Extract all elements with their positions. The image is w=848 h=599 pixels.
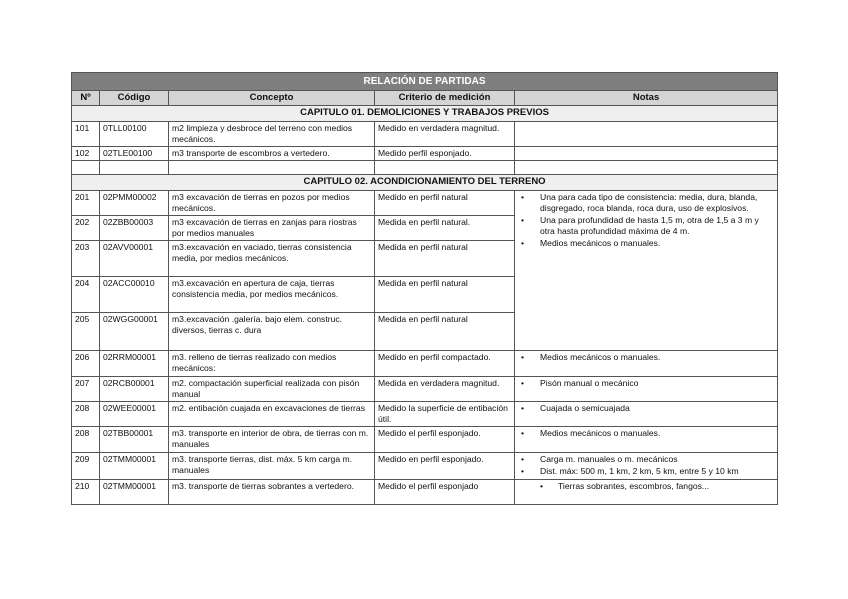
table-row — [72, 479, 778, 504]
partidas-table — [71, 72, 778, 505]
cell-concepto: m3. transporte tierras, dist. máx. 5 km carga m. manuales — [169, 452, 375, 479]
cell-concepto: m3.excavación en vaciado, tierras consistencia media, por medios mecánicos. — [169, 241, 375, 277]
table-row — [72, 147, 778, 161]
cell-notas — [515, 147, 778, 161]
cell-n: 208 — [72, 401, 100, 426]
cell-codigo: 02AVV00001 — [100, 241, 169, 277]
table-row — [72, 401, 778, 426]
cell-concepto: m3. relleno de tierras realizado con medios mecánicos: — [169, 351, 375, 376]
table-title: RELACIÓN DE PARTIDAS — [72, 73, 778, 91]
note-item: • Dist. máx: 500 m, 1 km, 2 km, 5 km, entre 5 y 10 km — [518, 466, 774, 477]
cell-n: 208 — [72, 427, 100, 452]
cell-codigo: 02TLE00100 — [100, 147, 169, 161]
cell-criterio: Medido el perfil esponjado. — [375, 427, 515, 452]
cell-criterio: Medido en perfil compactado. — [375, 351, 515, 376]
cell-n: 210 — [72, 479, 100, 504]
note-item: • Medios mecánicos o manuales. — [518, 428, 774, 439]
cell-criterio: Medida en verdadera magnitud. — [375, 376, 515, 401]
cell-criterio: Medido la superficie de entibación útil. — [375, 401, 515, 426]
cell-criterio: Medido en perfil esponjado. — [375, 452, 515, 479]
cell-codigo: 02RCB00001 — [100, 376, 169, 401]
cell-n: 102 — [72, 147, 100, 161]
note-item: • Carga m. manuales o m. mecánicos — [518, 454, 774, 465]
table-row — [72, 190, 778, 215]
cell-n: 201 — [72, 190, 100, 215]
chapter-title: CAPITULO 01. DEMOLICIONES Y TRABAJOS PREVIOS — [72, 106, 778, 121]
note-item: • Medios mecánicos o manuales. — [518, 238, 774, 249]
title-row — [72, 73, 778, 91]
table-row — [72, 452, 778, 479]
cell-codigo: 02WGG00001 — [100, 313, 169, 351]
cell-n: 204 — [72, 277, 100, 313]
header-criterio: Criterio de medición — [375, 91, 515, 106]
cell-codigo: 02TMM00001 — [100, 479, 169, 504]
cell-n: 202 — [72, 215, 100, 240]
cell-codigo: 02RRM00001 — [100, 351, 169, 376]
chapter-row — [72, 175, 778, 190]
note-item: • Pisón manual o mecánico — [518, 378, 774, 389]
cell-criterio: Medido en perfil natural — [375, 190, 515, 215]
cell-concepto: m3 excavación de tierras en zanjas para riostras por medios manuales — [169, 215, 375, 240]
cell-concepto: m2 limpieza y desbroce del terreno con medios mecánicos. — [169, 121, 375, 146]
cell-concepto: m3.excavación en apertura de caja, tierras consistencia media, por medios mecánicos. — [169, 277, 375, 313]
cell-codigo: 02ZBB00003 — [100, 215, 169, 240]
cell-criterio: Medido en verdadera magnitud. — [375, 121, 515, 146]
chapter-title: CAPITULO 02. ACONDICIONAMIENTO DEL TERRENO — [72, 175, 778, 190]
cell-notas — [515, 452, 778, 479]
chapter-row — [72, 106, 778, 121]
note-item: • Cuajada o semicuajada — [518, 403, 774, 414]
cell-codigo: 02TBB00001 — [100, 427, 169, 452]
notes-list — [518, 192, 774, 250]
header-concepto: Concepto — [169, 91, 375, 106]
note-item: • Medios mecánicos o manuales. — [518, 352, 774, 363]
cell-criterio: Medido el perfil esponjado — [375, 479, 515, 504]
cell-concepto: m3. transporte de tierras sobrantes a vertedero. — [169, 479, 375, 504]
note-item: • Una para cada tipo de consistencia: media, dura, blanda, disgregado, roca blanda, roca dura, uso de explosivos. — [518, 192, 774, 214]
cell-concepto: m3. transporte en interior de obra, de tierras con m. manuales — [169, 427, 375, 452]
cell-codigo: 02PMM00002 — [100, 190, 169, 215]
header-n: Nº — [72, 91, 100, 106]
cell-notas — [515, 401, 778, 426]
table-row — [72, 376, 778, 401]
cell-notas — [515, 376, 778, 401]
note-item: • Tierras sobrantes, escombros, fangos... — [518, 481, 774, 492]
cell-concepto: m3.excavación .galería. bajo elem. construc. diversos, tierras c. dura — [169, 313, 375, 351]
cell-codigo: 02ACC00010 — [100, 277, 169, 313]
cell-n: 209 — [72, 452, 100, 479]
cell-notas — [515, 121, 778, 146]
note-item: • Una para profundidad de hasta 1,5 m, otra de 1,5 a 3 m y otra hasta profundidad máxima de 4 m. — [518, 215, 774, 237]
table-row — [72, 351, 778, 376]
cell-criterio: Medida en perfil natural — [375, 241, 515, 277]
cell-notas — [515, 427, 778, 452]
table-row — [72, 427, 778, 452]
cell-criterio: Medido perfil esponjado. — [375, 147, 515, 161]
cell-notas — [515, 351, 778, 376]
cell-concepto: m3 excavación de tierras en pozos por medios mecánicos. — [169, 190, 375, 215]
cell-n: 205 — [72, 313, 100, 351]
cell-n: 203 — [72, 241, 100, 277]
cell-concepto: m3 transporte de escombros a vertedero. — [169, 147, 375, 161]
header-codigo: Código — [100, 91, 169, 106]
cell-n: 207 — [72, 376, 100, 401]
cell-n: 206 — [72, 351, 100, 376]
header-row — [72, 91, 778, 106]
cell-concepto: m2. entibación cuajada en excavaciones de tierras — [169, 401, 375, 426]
cell-notas — [515, 479, 778, 504]
table-row — [72, 121, 778, 146]
header-notas: Notas — [515, 91, 778, 106]
cell-criterio: Medida en perfil natural — [375, 277, 515, 313]
cell-codigo: 02TMM00001 — [100, 452, 169, 479]
cell-codigo: 02WEE00001 — [100, 401, 169, 426]
cell-codigo: 0TLL00100 — [100, 121, 169, 146]
cell-concepto: m2. compactación superficial realizada con pisón manual — [169, 376, 375, 401]
cell-criterio: Medida en perfil natural — [375, 313, 515, 351]
cell-n: 101 — [72, 121, 100, 146]
cell-criterio: Medida en perfil natural. — [375, 215, 515, 240]
empty-row — [72, 161, 778, 175]
cell-notas-excavacion — [515, 190, 778, 351]
